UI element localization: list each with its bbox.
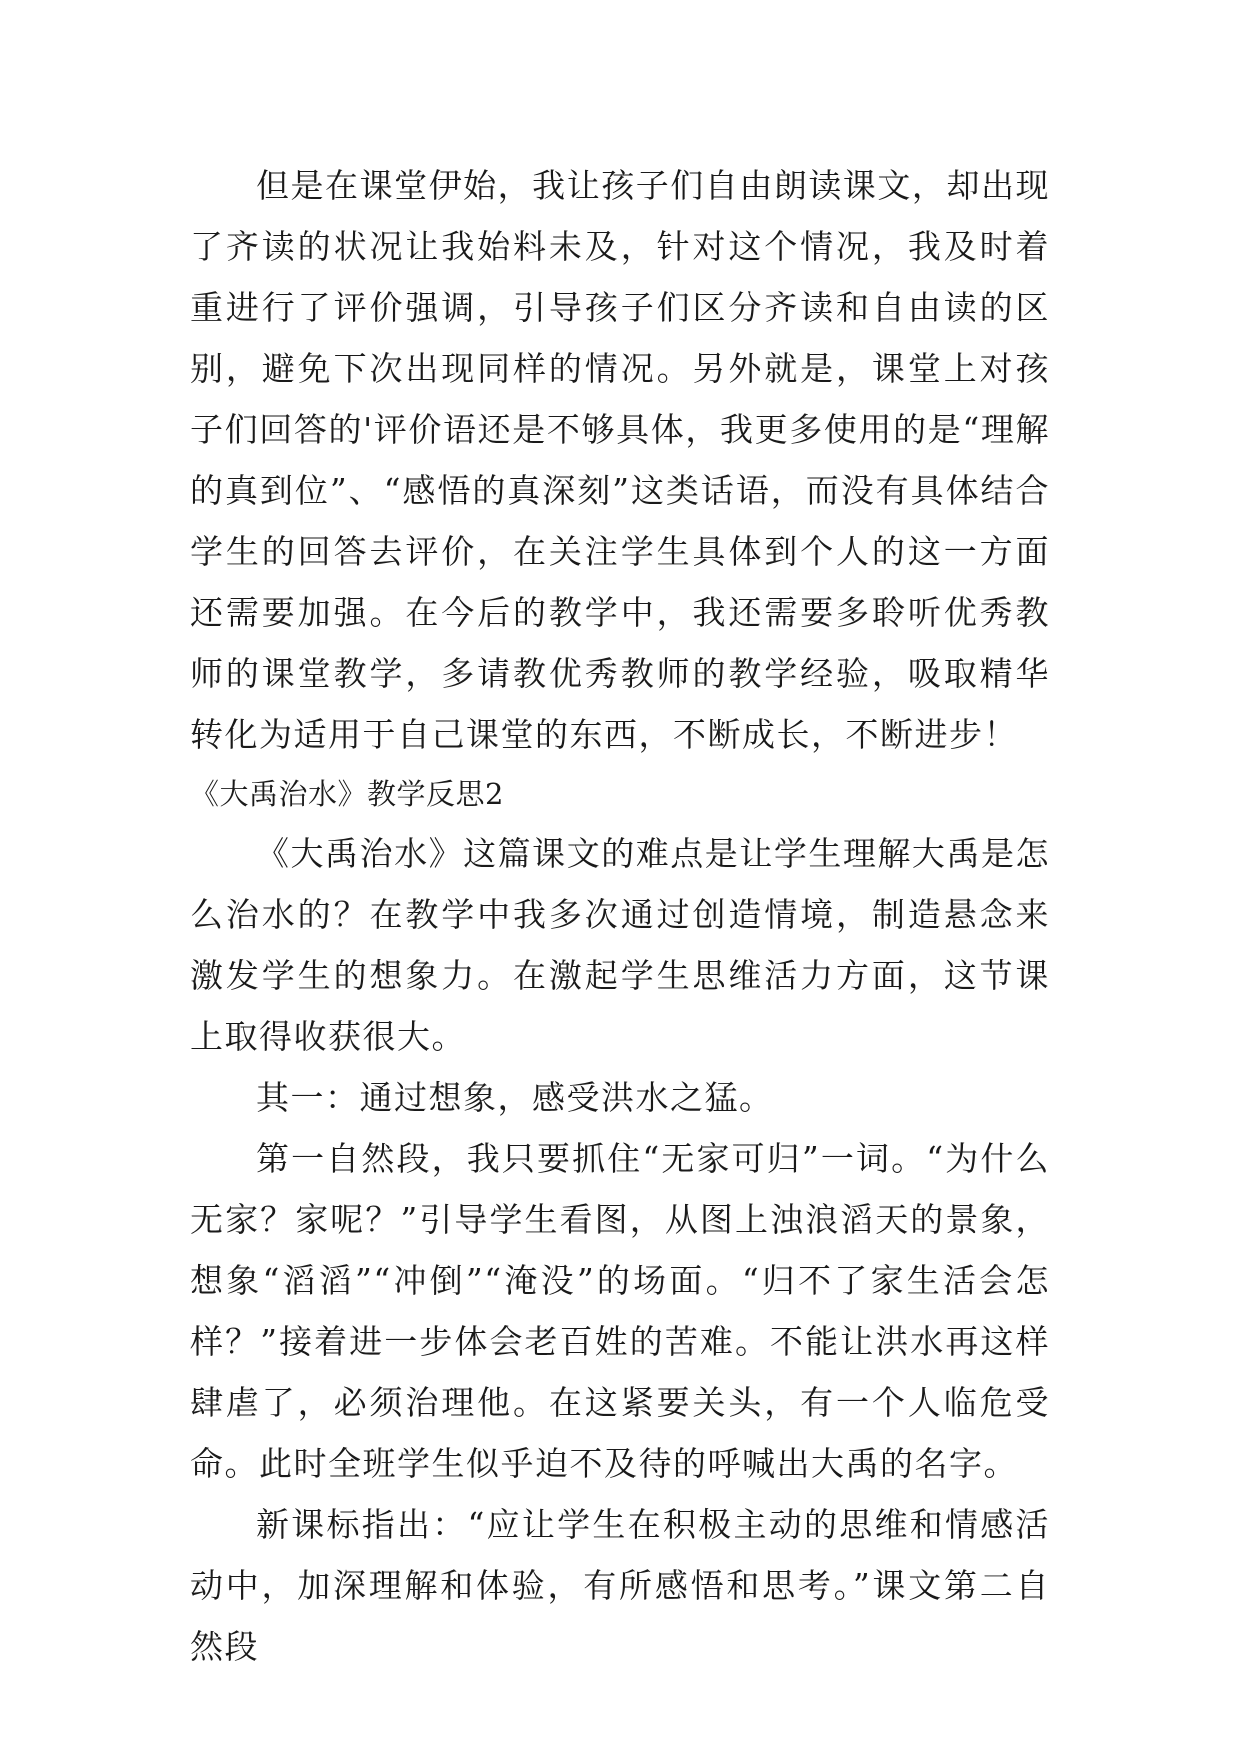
paragraph-point-one: 其一：通过想象，感受洪水之猛。	[256, 1078, 774, 1117]
section-heading: 《大禹治水》教学反思2	[190, 777, 504, 811]
document-body	[190, 155, 1050, 1677]
paragraph-lesson-difficulty: 《大禹治水》这篇课文的难点是让学生理解大禹是怎么治水的？在教学中我多次通过创造情境，制造悬念来激发学生的想象力。在激起学生思维活力方面，这节课上取得收获很大。	[190, 834, 1050, 1056]
paragraph-first-section: 第一自然段，我只要抓住“无家可归”一词。“为什么无家？家呢？”引导学生看图，从图上浊浪滔天的景象，想象“滔滔”“冲倒”“淹没”的场面。“归不了家生活会怎样？”接着进一步体会老百姓的苦难。不能让洪水再这样肆虐了，必须治理他。在这紧要关头，有一个人临危受命。此时全班学生似乎迫不及待的呼喊出大禹的名字。	[190, 1139, 1050, 1483]
paragraph-curriculum-standard: 新课标指出：“应让学生在积极主动的思维和情感活动中，加深理解和体验，有所感悟和思考。”课文第二自然段	[190, 1505, 1050, 1666]
paragraph-evaluation-reflection: 但是在课堂伊始，我让孩子们自由朗读课文，却出现了齐读的状况让我始料未及，针对这个情况，我及时着重进行了评价强调，引导孩子们区分齐读和自由读的区别，避免下次出现同样的情况。另外就是，课堂上对孩子们回答的'评价语还是不够具体，我更多使用的是“理解的真到位”、“感悟的真深刻”这类话语，而没有具体结合学生的回答去评价，在关注学生具体到个人的这一方面还需要加强。在今后的教学中，我还需要多聆听优秀教师的课堂教学，多请教优秀教师的教学经验，吸取精华转化为适用于自己课堂的东西，不断成长，不断进步！	[190, 166, 1050, 754]
